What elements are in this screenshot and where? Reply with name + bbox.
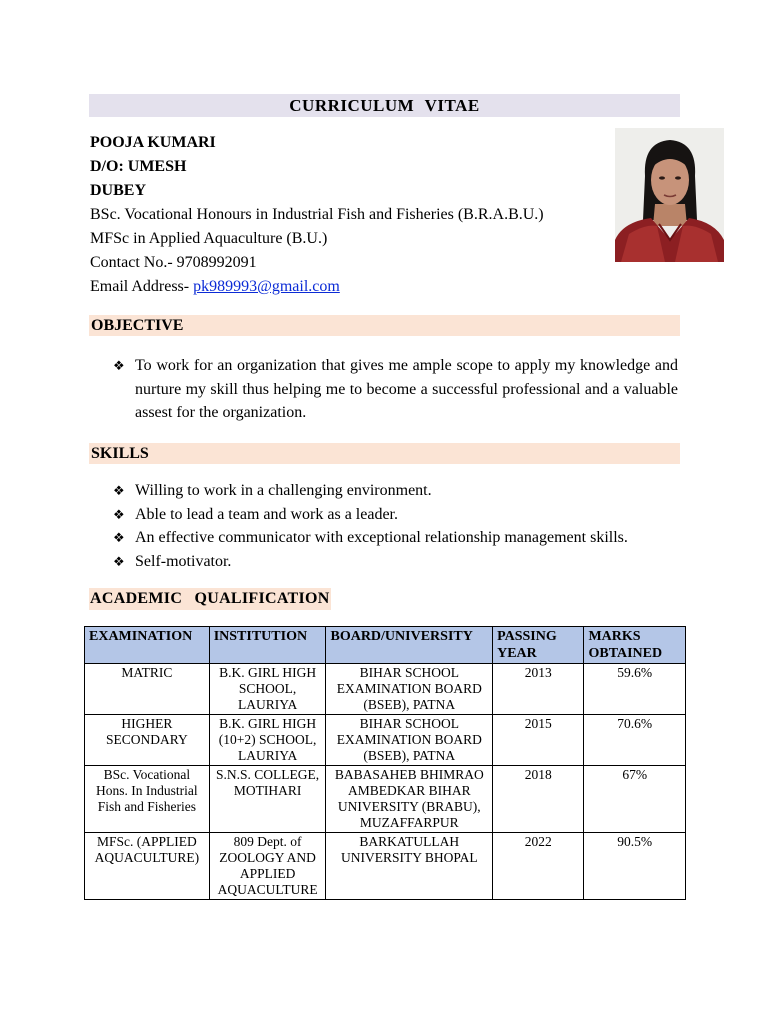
table-row (85, 833, 686, 900)
email-line (90, 275, 610, 299)
cell-marks: 70.6% (584, 715, 686, 766)
cell-year: 2015 (493, 715, 584, 766)
cell-institution: B.K. GIRL HIGH SCHOOL, LAURIYA (209, 664, 326, 715)
skill-item (113, 550, 678, 574)
degree-mfsc: MFSc in Applied Aquaculture (B.U.) (90, 230, 328, 247)
skill-text: Able to lead a team and work as a leader. (135, 505, 398, 523)
skill-text: Self-motivator. (135, 552, 232, 570)
skill-item (113, 526, 678, 550)
objective-heading: OBJECTIVE (89, 315, 680, 336)
cell-examination: HIGHER SECONDARY (85, 715, 210, 766)
parent-name-line1: D/O: UMESH (90, 158, 187, 175)
col-institution: INSTITUTION (209, 627, 326, 664)
cell-board: BIHAR SCHOOL EXAMINATION BOARD (BSEB), PATNA (326, 715, 493, 766)
table-row (85, 766, 686, 833)
table-row (85, 664, 686, 715)
cell-institution: S.N.S. COLLEGE, MOTIHARI (209, 766, 326, 833)
cell-examination: MFSc. (APPLIED AQUACULTURE) (85, 833, 210, 900)
bullet-diamond-icon: ❖ (113, 530, 125, 545)
cell-board: BABASAHEB BHIMRAO AMBEDKAR BIHAR UNIVERSITY (BRABU), MUZAFFARPUR (326, 766, 493, 833)
cell-examination: MATRIC (85, 664, 210, 715)
candidate-name: POOJA KUMARI (90, 134, 216, 151)
page-title: CURRICULUM VITAE (89, 94, 680, 117)
personal-details (90, 131, 610, 299)
email-link[interactable]: pk989993@gmail.com (193, 278, 340, 295)
skills-heading: SKILLS (89, 443, 680, 464)
cell-examination: BSc. Vocational Hons. In Industrial Fish and Fisheries (85, 766, 210, 833)
skill-item (113, 479, 678, 503)
bullet-diamond-icon: ❖ (113, 553, 125, 569)
cell-board: BIHAR SCHOOL EXAMINATION BOARD (BSEB), PATNA (326, 664, 493, 715)
cell-marks: 90.5% (584, 833, 686, 900)
portrait-image (615, 128, 724, 262)
cell-year: 2018 (493, 766, 584, 833)
cell-institution: 809 Dept. of ZOOLOGY AND APPLIED AQUACULTURE (209, 833, 326, 900)
skill-text: An effective communicator with exceptional relationship management skills. (135, 529, 628, 546)
academic-heading: ACADEMIC QUALIFICATION (89, 588, 331, 610)
objective-text: To work for an organization that gives me ample scope to apply my knowledge and nurture my skill thus helping me to become a successful professional and a valuable assest for the organization. (135, 357, 678, 421)
bullet-diamond-icon: ❖ (113, 358, 125, 373)
col-passing-year: PASSING YEAR (493, 627, 584, 664)
contact-number: Contact No.- 9708992091 (90, 254, 257, 271)
cell-year: 2013 (493, 664, 584, 715)
col-examination: EXAMINATION (85, 627, 210, 664)
bullet-diamond-icon: ❖ (113, 506, 125, 522)
table-header-row (85, 627, 686, 664)
skill-text: Willing to work in a challenging environment. (135, 482, 432, 499)
parent-name-line2: DUBEY (90, 182, 147, 199)
cell-institution: B.K. GIRL HIGH (10+2) SCHOOL, LAURIYA (209, 715, 326, 766)
cell-marks: 59.6% (584, 664, 686, 715)
cell-marks: 67% (584, 766, 686, 833)
degree-bsc: BSc. Vocational Honours in Industrial Fish and Fisheries (B.R.A.B.U.) (90, 206, 544, 223)
objective-list (113, 354, 678, 425)
table-row (85, 715, 686, 766)
email-label: Email Address- (90, 278, 194, 295)
skills-list (113, 479, 678, 573)
skill-item (113, 503, 678, 527)
profile-photo (615, 128, 724, 262)
academic-table (84, 626, 686, 900)
col-board-university: BOARD/UNIVERSITY (326, 627, 493, 664)
cell-year: 2022 (493, 833, 584, 900)
cell-board: BARKATULLAH UNIVERSITY BHOPAL (326, 833, 493, 900)
col-marks-obtained: MARKS OBTAINED (584, 627, 686, 664)
objective-item (113, 354, 678, 425)
bullet-diamond-icon: ❖ (113, 483, 125, 498)
